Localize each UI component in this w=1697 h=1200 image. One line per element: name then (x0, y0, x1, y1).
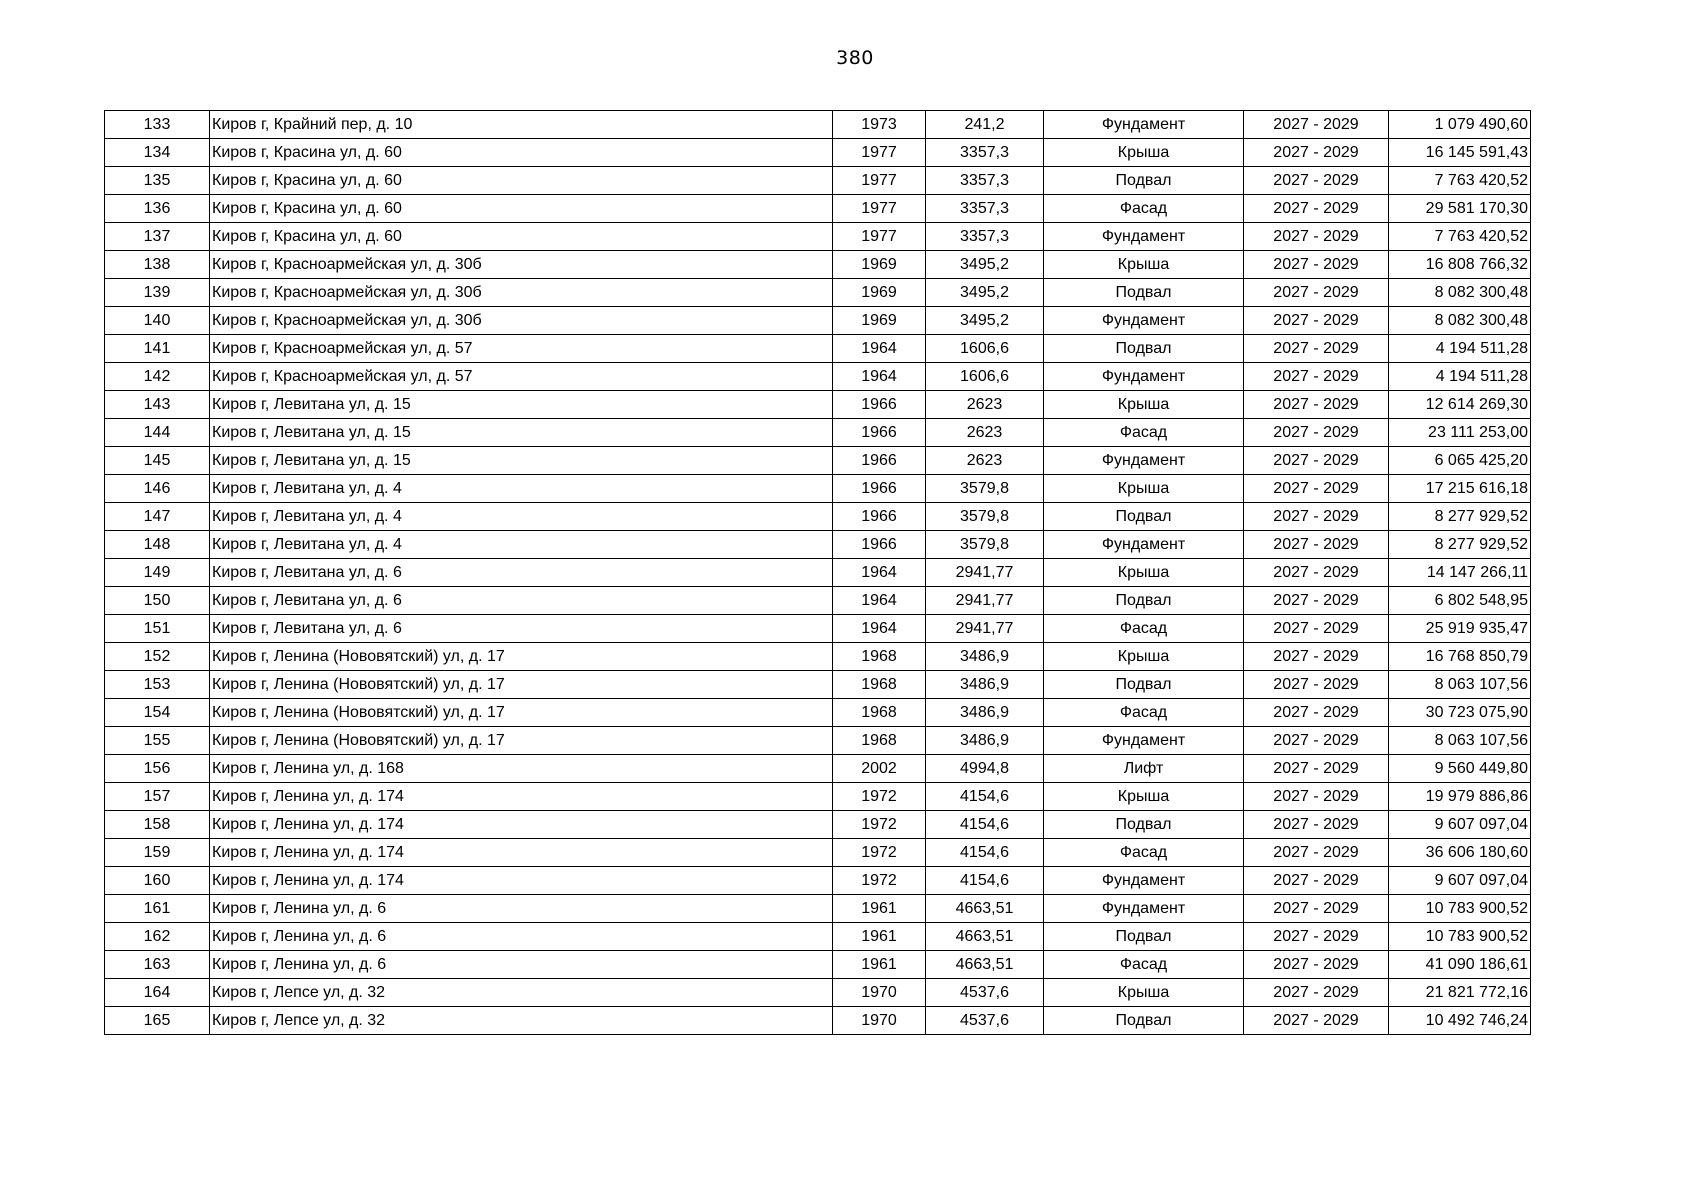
cost-cell: 6 065 425,20 (1389, 447, 1531, 475)
row-number-cell: 135 (105, 167, 210, 195)
period-cell: 2027 - 2029 (1244, 895, 1389, 923)
build-year-cell: 1972 (833, 811, 926, 839)
work-type-cell: Крыша (1044, 475, 1244, 503)
address-cell: Киров г, Красноармейская ул, д. 30б (210, 251, 833, 279)
cost-cell: 8 063 107,56 (1389, 671, 1531, 699)
cost-cell: 8 082 300,48 (1389, 307, 1531, 335)
period-cell: 2027 - 2029 (1244, 307, 1389, 335)
build-year-cell: 1972 (833, 783, 926, 811)
period-cell: 2027 - 2029 (1244, 503, 1389, 531)
period-cell: 2027 - 2029 (1244, 727, 1389, 755)
period-cell: 2027 - 2029 (1244, 139, 1389, 167)
work-type-cell: Подвал (1044, 167, 1244, 195)
build-year-cell: 1977 (833, 195, 926, 223)
table-row (105, 195, 1531, 223)
address-cell: Киров г, Ленина (Нововятский) ул, д. 17 (210, 671, 833, 699)
address-cell: Киров г, Левитана ул, д. 4 (210, 531, 833, 559)
build-year-cell: 1966 (833, 475, 926, 503)
area-cell: 4663,51 (926, 951, 1044, 979)
build-year-cell: 1966 (833, 391, 926, 419)
row-number-cell: 159 (105, 839, 210, 867)
cost-cell: 17 215 616,18 (1389, 475, 1531, 503)
address-cell: Киров г, Ленина ул, д. 6 (210, 895, 833, 923)
table-row (105, 727, 1531, 755)
cost-cell: 23 111 253,00 (1389, 419, 1531, 447)
row-number-cell: 148 (105, 531, 210, 559)
address-cell: Киров г, Ленина ул, д. 6 (210, 951, 833, 979)
row-number-cell: 152 (105, 643, 210, 671)
address-cell: Киров г, Ленина ул, д. 174 (210, 839, 833, 867)
address-cell: Киров г, Ленина ул, д. 174 (210, 783, 833, 811)
repair-schedule-table (104, 110, 1531, 1035)
build-year-cell: 1969 (833, 307, 926, 335)
cost-cell: 30 723 075,90 (1389, 699, 1531, 727)
table-row (105, 419, 1531, 447)
period-cell: 2027 - 2029 (1244, 811, 1389, 839)
build-year-cell: 2002 (833, 755, 926, 783)
cost-cell: 19 979 886,86 (1389, 783, 1531, 811)
table-row (105, 251, 1531, 279)
table-row (105, 951, 1531, 979)
build-year-cell: 1968 (833, 699, 926, 727)
period-cell: 2027 - 2029 (1244, 979, 1389, 1007)
table-row (105, 279, 1531, 307)
cost-cell: 16 145 591,43 (1389, 139, 1531, 167)
work-type-cell: Подвал (1044, 335, 1244, 363)
row-number-cell: 162 (105, 923, 210, 951)
cost-cell: 9 607 097,04 (1389, 811, 1531, 839)
cost-cell: 9 607 097,04 (1389, 867, 1531, 895)
work-type-cell: Крыша (1044, 139, 1244, 167)
work-type-cell: Крыша (1044, 643, 1244, 671)
period-cell: 2027 - 2029 (1244, 671, 1389, 699)
cost-cell: 41 090 186,61 (1389, 951, 1531, 979)
build-year-cell: 1972 (833, 867, 926, 895)
table-row (105, 447, 1531, 475)
table-row (105, 587, 1531, 615)
cost-cell: 36 606 180,60 (1389, 839, 1531, 867)
work-type-cell: Крыша (1044, 783, 1244, 811)
table-row (105, 223, 1531, 251)
address-cell: Киров г, Левитана ул, д. 4 (210, 475, 833, 503)
table-row (105, 139, 1531, 167)
address-cell: Киров г, Красноармейская ул, д. 30б (210, 307, 833, 335)
address-cell: Киров г, Лепсе ул, д. 32 (210, 979, 833, 1007)
row-number-cell: 140 (105, 307, 210, 335)
cost-cell: 9 560 449,80 (1389, 755, 1531, 783)
table-row (105, 1007, 1531, 1035)
area-cell: 3495,2 (926, 251, 1044, 279)
work-type-cell: Подвал (1044, 503, 1244, 531)
period-cell: 2027 - 2029 (1244, 531, 1389, 559)
cost-cell: 16 808 766,32 (1389, 251, 1531, 279)
area-cell: 3357,3 (926, 195, 1044, 223)
address-cell: Киров г, Красноармейская ул, д. 57 (210, 335, 833, 363)
address-cell: Киров г, Ленина (Нововятский) ул, д. 17 (210, 699, 833, 727)
row-number-cell: 163 (105, 951, 210, 979)
period-cell: 2027 - 2029 (1244, 867, 1389, 895)
area-cell: 2941,77 (926, 587, 1044, 615)
address-cell: Киров г, Ленина ул, д. 6 (210, 923, 833, 951)
area-cell: 4663,51 (926, 895, 1044, 923)
area-cell: 4663,51 (926, 923, 1044, 951)
build-year-cell: 1973 (833, 111, 926, 139)
work-type-cell: Фундамент (1044, 727, 1244, 755)
cost-cell: 8 082 300,48 (1389, 279, 1531, 307)
work-type-cell: Фундамент (1044, 223, 1244, 251)
row-number-cell: 154 (105, 699, 210, 727)
area-cell: 4994,8 (926, 755, 1044, 783)
table-row (105, 643, 1531, 671)
cost-cell: 8 277 929,52 (1389, 531, 1531, 559)
cost-cell: 21 821 772,16 (1389, 979, 1531, 1007)
area-cell: 3357,3 (926, 223, 1044, 251)
table-row (105, 895, 1531, 923)
table-body (105, 111, 1531, 1035)
area-cell: 4154,6 (926, 867, 1044, 895)
table-row (105, 475, 1531, 503)
area-cell: 3495,2 (926, 307, 1044, 335)
work-type-cell: Фундамент (1044, 447, 1244, 475)
area-cell: 4537,6 (926, 1007, 1044, 1035)
area-cell: 3357,3 (926, 167, 1044, 195)
address-cell: Киров г, Красина ул, д. 60 (210, 195, 833, 223)
cost-cell: 10 783 900,52 (1389, 923, 1531, 951)
build-year-cell: 1961 (833, 923, 926, 951)
table-row (105, 615, 1531, 643)
address-cell: Киров г, Лепсе ул, д. 32 (210, 1007, 833, 1035)
cost-cell: 14 147 266,11 (1389, 559, 1531, 587)
address-cell: Киров г, Ленина ул, д. 174 (210, 867, 833, 895)
table-row (105, 671, 1531, 699)
build-year-cell: 1970 (833, 979, 926, 1007)
table-row (105, 811, 1531, 839)
period-cell: 2027 - 2029 (1244, 391, 1389, 419)
area-cell: 2623 (926, 419, 1044, 447)
table-row (105, 559, 1531, 587)
address-cell: Киров г, Красина ул, д. 60 (210, 223, 833, 251)
build-year-cell: 1964 (833, 335, 926, 363)
area-cell: 3579,8 (926, 503, 1044, 531)
address-cell: Киров г, Ленина (Нововятский) ул, д. 17 (210, 727, 833, 755)
cost-cell: 8 277 929,52 (1389, 503, 1531, 531)
build-year-cell: 1969 (833, 251, 926, 279)
address-cell: Киров г, Ленина ул, д. 168 (210, 755, 833, 783)
work-type-cell: Фундамент (1044, 867, 1244, 895)
cost-cell: 6 802 548,95 (1389, 587, 1531, 615)
build-year-cell: 1964 (833, 559, 926, 587)
address-cell: Киров г, Левитана ул, д. 4 (210, 503, 833, 531)
table-row (105, 167, 1531, 195)
cost-cell: 4 194 511,28 (1389, 363, 1531, 391)
period-cell: 2027 - 2029 (1244, 839, 1389, 867)
table-row (105, 755, 1531, 783)
area-cell: 2623 (926, 391, 1044, 419)
table-row (105, 363, 1531, 391)
build-year-cell: 1964 (833, 587, 926, 615)
build-year-cell: 1966 (833, 531, 926, 559)
row-number-cell: 160 (105, 867, 210, 895)
build-year-cell: 1977 (833, 167, 926, 195)
address-cell: Киров г, Левитана ул, д. 6 (210, 559, 833, 587)
area-cell: 4537,6 (926, 979, 1044, 1007)
cost-cell: 7 763 420,52 (1389, 223, 1531, 251)
work-type-cell: Крыша (1044, 559, 1244, 587)
area-cell: 3486,9 (926, 727, 1044, 755)
period-cell: 2027 - 2029 (1244, 755, 1389, 783)
area-cell: 2941,77 (926, 615, 1044, 643)
work-type-cell: Подвал (1044, 279, 1244, 307)
area-cell: 1606,6 (926, 363, 1044, 391)
period-cell: 2027 - 2029 (1244, 643, 1389, 671)
area-cell: 3357,3 (926, 139, 1044, 167)
work-type-cell: Фасад (1044, 419, 1244, 447)
build-year-cell: 1966 (833, 447, 926, 475)
area-cell: 241,2 (926, 111, 1044, 139)
period-cell: 2027 - 2029 (1244, 251, 1389, 279)
period-cell: 2027 - 2029 (1244, 167, 1389, 195)
cost-cell: 10 492 746,24 (1389, 1007, 1531, 1035)
area-cell: 3486,9 (926, 699, 1044, 727)
work-type-cell: Крыша (1044, 391, 1244, 419)
area-cell: 3579,8 (926, 531, 1044, 559)
work-type-cell: Крыша (1044, 251, 1244, 279)
cost-cell: 12 614 269,30 (1389, 391, 1531, 419)
work-type-cell: Подвал (1044, 671, 1244, 699)
row-number-cell: 151 (105, 615, 210, 643)
address-cell: Киров г, Красина ул, д. 60 (210, 167, 833, 195)
row-number-cell: 139 (105, 279, 210, 307)
row-number-cell: 161 (105, 895, 210, 923)
period-cell: 2027 - 2029 (1244, 699, 1389, 727)
area-cell: 3486,9 (926, 643, 1044, 671)
work-type-cell: Подвал (1044, 1007, 1244, 1035)
row-number-cell: 142 (105, 363, 210, 391)
table-row (105, 867, 1531, 895)
build-year-cell: 1964 (833, 615, 926, 643)
work-type-cell: Подвал (1044, 811, 1244, 839)
cost-cell: 25 919 935,47 (1389, 615, 1531, 643)
area-cell: 3579,8 (926, 475, 1044, 503)
row-number-cell: 136 (105, 195, 210, 223)
address-cell: Киров г, Левитана ул, д. 6 (210, 587, 833, 615)
cost-cell: 10 783 900,52 (1389, 895, 1531, 923)
build-year-cell: 1966 (833, 419, 926, 447)
cost-cell: 4 194 511,28 (1389, 335, 1531, 363)
work-type-cell: Фасад (1044, 615, 1244, 643)
build-year-cell: 1968 (833, 643, 926, 671)
period-cell: 2027 - 2029 (1244, 923, 1389, 951)
address-cell: Киров г, Левитана ул, д. 15 (210, 419, 833, 447)
table-row (105, 335, 1531, 363)
row-number-cell: 138 (105, 251, 210, 279)
table-row (105, 307, 1531, 335)
table-row (105, 839, 1531, 867)
period-cell: 2027 - 2029 (1244, 475, 1389, 503)
work-type-cell: Фундамент (1044, 111, 1244, 139)
table-row (105, 503, 1531, 531)
row-number-cell: 144 (105, 419, 210, 447)
work-type-cell: Подвал (1044, 923, 1244, 951)
build-year-cell: 1972 (833, 839, 926, 867)
period-cell: 2027 - 2029 (1244, 335, 1389, 363)
row-number-cell: 147 (105, 503, 210, 531)
table-row (105, 391, 1531, 419)
row-number-cell: 134 (105, 139, 210, 167)
work-type-cell: Фундамент (1044, 307, 1244, 335)
area-cell: 1606,6 (926, 335, 1044, 363)
row-number-cell: 137 (105, 223, 210, 251)
table-row (105, 111, 1531, 139)
period-cell: 2027 - 2029 (1244, 447, 1389, 475)
row-number-cell: 157 (105, 783, 210, 811)
build-year-cell: 1977 (833, 223, 926, 251)
page-number: 380 (836, 47, 874, 69)
row-number-cell: 143 (105, 391, 210, 419)
build-year-cell: 1968 (833, 671, 926, 699)
build-year-cell: 1970 (833, 1007, 926, 1035)
period-cell: 2027 - 2029 (1244, 587, 1389, 615)
build-year-cell: 1966 (833, 503, 926, 531)
area-cell: 3495,2 (926, 279, 1044, 307)
area-cell: 2623 (926, 447, 1044, 475)
table-row (105, 531, 1531, 559)
work-type-cell: Лифт (1044, 755, 1244, 783)
period-cell: 2027 - 2029 (1244, 363, 1389, 391)
row-number-cell: 141 (105, 335, 210, 363)
work-type-cell: Фундамент (1044, 363, 1244, 391)
row-number-cell: 164 (105, 979, 210, 1007)
row-number-cell: 150 (105, 587, 210, 615)
work-type-cell: Фасад (1044, 699, 1244, 727)
row-number-cell: 153 (105, 671, 210, 699)
period-cell: 2027 - 2029 (1244, 279, 1389, 307)
work-type-cell: Фундамент (1044, 895, 1244, 923)
build-year-cell: 1968 (833, 727, 926, 755)
address-cell: Киров г, Красноармейская ул, д. 30б (210, 279, 833, 307)
work-type-cell: Крыша (1044, 979, 1244, 1007)
address-cell: Киров г, Ленина (Нововятский) ул, д. 17 (210, 643, 833, 671)
period-cell: 2027 - 2029 (1244, 223, 1389, 251)
area-cell: 4154,6 (926, 811, 1044, 839)
cost-cell: 29 581 170,30 (1389, 195, 1531, 223)
build-year-cell: 1969 (833, 279, 926, 307)
row-number-cell: 133 (105, 111, 210, 139)
period-cell: 2027 - 2029 (1244, 559, 1389, 587)
table-row (105, 923, 1531, 951)
cost-cell: 1 079 490,60 (1389, 111, 1531, 139)
area-cell: 4154,6 (926, 783, 1044, 811)
address-cell: Киров г, Левитана ул, д. 15 (210, 391, 833, 419)
period-cell: 2027 - 2029 (1244, 951, 1389, 979)
row-number-cell: 158 (105, 811, 210, 839)
work-type-cell: Фасад (1044, 195, 1244, 223)
work-type-cell: Фундамент (1044, 531, 1244, 559)
period-cell: 2027 - 2029 (1244, 783, 1389, 811)
build-year-cell: 1961 (833, 895, 926, 923)
table-row (105, 783, 1531, 811)
address-cell: Киров г, Красина ул, д. 60 (210, 139, 833, 167)
row-number-cell: 146 (105, 475, 210, 503)
row-number-cell: 149 (105, 559, 210, 587)
work-type-cell: Фасад (1044, 839, 1244, 867)
row-number-cell: 145 (105, 447, 210, 475)
address-cell: Киров г, Левитана ул, д. 6 (210, 615, 833, 643)
row-number-cell: 156 (105, 755, 210, 783)
build-year-cell: 1977 (833, 139, 926, 167)
period-cell: 2027 - 2029 (1244, 615, 1389, 643)
cost-cell: 7 763 420,52 (1389, 167, 1531, 195)
area-cell: 4154,6 (926, 839, 1044, 867)
period-cell: 2027 - 2029 (1244, 1007, 1389, 1035)
work-type-cell: Фасад (1044, 951, 1244, 979)
address-cell: Киров г, Красноармейская ул, д. 57 (210, 363, 833, 391)
row-number-cell: 155 (105, 727, 210, 755)
period-cell: 2027 - 2029 (1244, 195, 1389, 223)
work-type-cell: Подвал (1044, 587, 1244, 615)
period-cell: 2027 - 2029 (1244, 111, 1389, 139)
build-year-cell: 1961 (833, 951, 926, 979)
area-cell: 3486,9 (926, 671, 1044, 699)
cost-cell: 16 768 850,79 (1389, 643, 1531, 671)
period-cell: 2027 - 2029 (1244, 419, 1389, 447)
table-row (105, 979, 1531, 1007)
address-cell: Киров г, Крайний пер, д. 10 (210, 111, 833, 139)
cost-cell: 8 063 107,56 (1389, 727, 1531, 755)
table-row (105, 699, 1531, 727)
build-year-cell: 1964 (833, 363, 926, 391)
address-cell: Киров г, Левитана ул, д. 15 (210, 447, 833, 475)
row-number-cell: 165 (105, 1007, 210, 1035)
address-cell: Киров г, Ленина ул, д. 174 (210, 811, 833, 839)
area-cell: 2941,77 (926, 559, 1044, 587)
